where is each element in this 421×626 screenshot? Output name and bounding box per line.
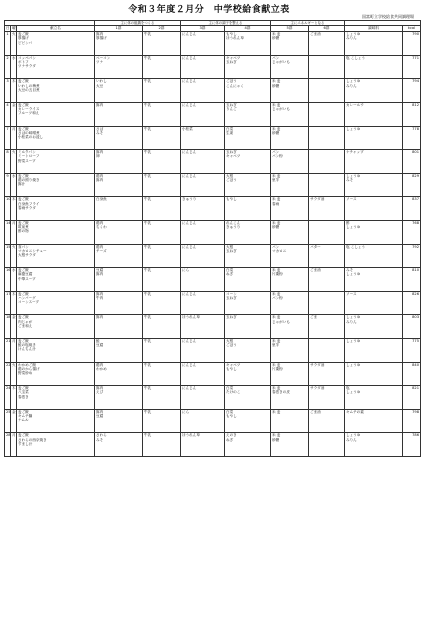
- cell-day: 月: [11, 126, 17, 150]
- cell-c5: 米 麦 里芋: [271, 173, 309, 197]
- cell-c4: キャベツ 玉ねぎ: [225, 55, 271, 79]
- cell-kcal: 778: [403, 126, 421, 150]
- cell-seasoning: ケチャップ: [345, 150, 403, 174]
- cell-c4: 大根 玉ねぎ: [225, 244, 271, 268]
- cell-seasoning: キムチの素: [345, 409, 403, 433]
- cell-c1: いわし 大豆: [95, 79, 143, 103]
- cell-day: 水: [11, 268, 17, 292]
- cell-date: 4: [5, 102, 11, 126]
- cell-c5: 米 麦 片栗粉: [271, 268, 309, 292]
- cell-day: 金: [11, 409, 17, 433]
- cell-menu: 麦ご飯 筑前煮 酢の物: [17, 220, 95, 244]
- cell-date: 15: [5, 244, 11, 268]
- cell-menu: 麦ご飯 白身魚フライ 春雨サラダ: [17, 197, 95, 221]
- cell-menu: 麦ご飯 ハンバーグ コーンスープ: [17, 291, 95, 315]
- menu-row: [5, 126, 421, 150]
- cell-c6: [309, 79, 345, 103]
- cell-c1: 豚肉 えび: [95, 386, 143, 410]
- cell-c3: にんじん: [181, 173, 225, 197]
- cell-c4: えのき ねぎ: [225, 433, 271, 457]
- menu-row: [5, 409, 421, 433]
- menu-table: [4, 20, 421, 457]
- cell-c5: 米 麦 じゃがいも: [271, 102, 309, 126]
- col-4: 4群: [225, 26, 271, 32]
- cell-c6: [309, 338, 345, 362]
- cell-c3: にんじん: [181, 55, 225, 79]
- cell-menu: 麦ご飯 カレーライス フルーツ和え: [17, 102, 95, 126]
- col-6: 6群: [309, 26, 345, 32]
- menu-row: [5, 197, 421, 221]
- cell-seasoning: 酢 しょうゆ: [345, 220, 403, 244]
- col-energy: kcal: [403, 26, 421, 32]
- cell-day: 火: [11, 244, 17, 268]
- cell-c6: バター: [309, 244, 345, 268]
- cell-date: 7: [5, 126, 11, 150]
- cell-seasoning: 塩 こしょう: [345, 55, 403, 79]
- cell-date: 2: [5, 55, 11, 79]
- cell-c3: にんじん: [181, 220, 225, 244]
- cell-menu: 麦ご飯 八宝菜 春巻き: [17, 386, 95, 410]
- cell-kcal: 837: [403, 197, 421, 221]
- cell-date: 24: [5, 386, 11, 410]
- menu-row: [5, 433, 421, 457]
- cell-c2: 牛乳: [143, 55, 181, 79]
- col-5: 5群: [271, 26, 309, 32]
- cell-c2: 牛乳: [143, 409, 181, 433]
- cell-c2: 牛乳: [143, 338, 181, 362]
- cell-c6: ごま油: [309, 268, 345, 292]
- cell-c4: もやし ほうれん草: [225, 32, 271, 56]
- cell-seasoning: 塩 こしょう: [345, 244, 403, 268]
- cell-c6: [309, 55, 345, 79]
- cell-seasoning: しょうゆ みりん: [345, 32, 403, 56]
- cell-c6: [309, 126, 345, 150]
- col-day: 曜: [12, 26, 16, 31]
- col-2: 2群: [143, 26, 181, 32]
- cell-c1: ベーコン ツナ: [95, 55, 143, 79]
- cell-c5: 米 麦 砂糖: [271, 433, 309, 457]
- cell-c4: 白菜 ねぎ: [225, 268, 271, 292]
- cell-c2: 牛乳: [143, 197, 181, 221]
- cell-kcal: 840: [403, 362, 421, 386]
- cell-c2: 牛乳: [143, 362, 181, 386]
- cell-c3: にんじん: [181, 244, 225, 268]
- cell-c1: 豚肉 厚揚げ: [95, 32, 143, 56]
- cell-c4: 大根 ごぼう: [225, 173, 271, 197]
- cell-c3: にんじん: [181, 150, 225, 174]
- cell-c2: 牛乳: [143, 244, 181, 268]
- cell-c3: にんじん: [181, 32, 225, 56]
- cell-c4: 玉ねぎ: [225, 315, 271, 339]
- cell-kcal: 768: [403, 220, 421, 244]
- cell-c1: 豚肉 豆腐: [95, 409, 143, 433]
- group-3: 主にエネルギーとなる: [271, 21, 345, 26]
- cell-c6: ごま油: [309, 409, 345, 433]
- menu-row: [5, 268, 421, 292]
- cell-c5: 米 麦 春巻きの皮: [271, 386, 309, 410]
- cell-c2: 牛乳: [143, 291, 181, 315]
- cell-c4: れんこん きゅうり: [225, 220, 271, 244]
- cell-seasoning: しょうゆ: [345, 126, 403, 150]
- cell-day: 月: [11, 220, 17, 244]
- cell-c5: パン パン粉: [271, 150, 309, 174]
- cell-menu: 麦ご飯 鶏の照り焼き 豚汁: [17, 173, 95, 197]
- cell-menu: 麦ご飯 さわらの西京焼き すまし汁: [17, 433, 95, 457]
- menu-row: [5, 55, 421, 79]
- cell-menu: 食パン マカロニシチュー 大根サラダ: [17, 244, 95, 268]
- cell-seasoning: みそ しょうゆ: [345, 268, 403, 292]
- cell-kcal: 798: [403, 409, 421, 433]
- cell-kcal: 803: [403, 315, 421, 339]
- cell-date: 9: [5, 173, 11, 197]
- cell-seasoning: しょうゆ: [345, 362, 403, 386]
- cell-c2: 牛乳: [143, 315, 181, 339]
- cell-seasoning: ソース: [345, 291, 403, 315]
- menu-row: [5, 220, 421, 244]
- cell-kcal: 821: [403, 386, 421, 410]
- cell-c2: 牛乳: [143, 150, 181, 174]
- cell-c1: 豚肉: [95, 102, 143, 126]
- cell-c5: 米 麦 砂糖: [271, 220, 309, 244]
- cell-c1: 鮭 豆腐: [95, 338, 143, 362]
- cell-c5: 米 麦: [271, 409, 309, 433]
- cell-c1: 豚肉 牛肉: [95, 291, 143, 315]
- cell-c1: 鶏肉 ちくわ: [95, 220, 143, 244]
- cell-seasoning: カレールウ: [345, 102, 403, 126]
- group-1: 主に体の組織をつくる: [95, 21, 181, 26]
- cell-c5: 米 麦 パン粉: [271, 291, 309, 315]
- cell-c3: にんじん: [181, 386, 225, 410]
- cell-c2: 牛乳: [143, 126, 181, 150]
- cell-c3: にんじん: [181, 102, 225, 126]
- cell-day: 月: [11, 433, 17, 457]
- cell-menu: 麦ご飯 さばの味噌煮 小松菜のお浸し: [17, 126, 95, 150]
- menu-row: [5, 173, 421, 197]
- cell-c4: 白菜 生姜: [225, 126, 271, 150]
- cell-c3: にら: [181, 268, 225, 292]
- cell-date: 21: [5, 338, 11, 362]
- cell-c3: にんじん: [181, 338, 225, 362]
- menu-row: [5, 244, 421, 268]
- cell-kcal: 794: [403, 79, 421, 103]
- cell-c5: 米 麦 里芋: [271, 338, 309, 362]
- school-name: 国富町立学校給食共同調理場: [362, 14, 414, 19]
- cell-date: 8: [5, 150, 11, 174]
- cell-kcal: 829: [403, 173, 421, 197]
- cell-day: 木: [11, 291, 17, 315]
- cell-c2: 牛乳: [143, 386, 181, 410]
- cell-menu: コッペパン ポトフ ツナサラダ: [17, 55, 95, 79]
- cell-date: 17: [5, 291, 11, 315]
- cell-c6: [309, 220, 345, 244]
- cell-menu: ミルクパン ミートローフ 野菜スープ: [17, 150, 95, 174]
- group-2: 主に体の調子を整える: [181, 21, 271, 26]
- cell-date: 14: [5, 220, 11, 244]
- col-1: 1群: [95, 26, 143, 32]
- cell-seasoning: しょうゆ: [345, 338, 403, 362]
- cell-c2: 牛乳: [143, 268, 181, 292]
- cell-c1: 白身魚: [95, 197, 143, 221]
- cell-day: 水: [11, 173, 17, 197]
- cell-menu: 麦ご飯 鮭の塩焼き けんちん汁: [17, 338, 95, 362]
- cell-c2: 牛乳: [143, 220, 181, 244]
- menu-row: [5, 291, 421, 315]
- cell-seasoning: しょうゆ みりん: [345, 433, 403, 457]
- cell-c6: ごま油: [309, 32, 345, 56]
- cell-seasoning: 塩 しょうゆ: [345, 386, 403, 410]
- cell-c5: 米 麦 砂糖: [271, 126, 309, 150]
- cell-c2: 牛乳: [143, 32, 181, 56]
- cell-day: 火: [11, 362, 17, 386]
- cell-menu: 麦ご飯 キムチ鍋 ナムル: [17, 409, 95, 433]
- cell-c5: 米 麦 春雨: [271, 197, 309, 221]
- cell-day: 金: [11, 315, 17, 339]
- cell-c3: ほうれん草: [181, 433, 225, 457]
- cell-c1: 鶏肉 わかめ: [95, 362, 143, 386]
- cell-menu: 麦ご飯 麻婆豆腐 中華スープ: [17, 268, 95, 292]
- cell-kcal: 786: [403, 433, 421, 457]
- cell-day: 火: [11, 32, 17, 56]
- cell-c6: サラダ油: [309, 362, 345, 386]
- cell-c5: 米 麦 砂糖: [271, 32, 309, 56]
- cell-menu: 麦ご飯 肉じゃが ごま和え: [17, 315, 95, 339]
- cell-c1: 豚肉 卵: [95, 150, 143, 174]
- cell-day: 火: [11, 150, 17, 174]
- menu-row: [5, 79, 421, 103]
- cell-c4: ごぼう こんにゃく: [225, 79, 271, 103]
- cell-kcal: 775: [403, 338, 421, 362]
- cell-c1: 豆腐 豚肉: [95, 268, 143, 292]
- cell-day: 木: [11, 79, 17, 103]
- col-seasoning: 調味料: [345, 26, 403, 32]
- cell-c2: 牛乳: [143, 433, 181, 457]
- cell-menu: 麦ご飯 厚揚げ ピビンバ: [17, 32, 95, 56]
- cell-c1: 鶏肉 豚肉: [95, 173, 143, 197]
- cell-seasoning: しょうゆ みそ: [345, 173, 403, 197]
- cell-c3: ほうれん草: [181, 315, 225, 339]
- cell-kcal: 790: [403, 32, 421, 56]
- cell-kcal: 801: [403, 150, 421, 174]
- cell-c6: ごま: [309, 315, 345, 339]
- page-title: 令和３年度２月分 中学校給食献立表: [128, 5, 290, 15]
- cell-day: 金: [11, 102, 17, 126]
- cell-kcal: 771: [403, 55, 421, 79]
- cell-c3: きゅうり: [181, 197, 225, 221]
- cell-c1: 鶏肉 チーズ: [95, 244, 143, 268]
- cell-kcal: 792: [403, 244, 421, 268]
- cell-c2: 牛乳: [143, 79, 181, 103]
- cell-kcal: 826: [403, 291, 421, 315]
- cell-c5: 米 麦 砂糖: [271, 79, 309, 103]
- cell-c6: [309, 150, 345, 174]
- menu-row: [5, 102, 421, 126]
- cell-c4: コーン 玉ねぎ: [225, 291, 271, 315]
- menu-row: [5, 386, 421, 410]
- cell-menu: 麦ご飯 いわしの梅煮 大豆の五目煮: [17, 79, 95, 103]
- cell-day: 月: [11, 338, 17, 362]
- cell-c1: さば みそ: [95, 126, 143, 150]
- cell-c6: [309, 173, 345, 197]
- cell-c6: サラダ油: [309, 386, 345, 410]
- cell-c5: パン じゃがいも: [271, 55, 309, 79]
- cell-c4: 白菜 たけのこ: [225, 386, 271, 410]
- cell-day: 木: [11, 197, 17, 221]
- cell-seasoning: しょうゆ みりん: [345, 315, 403, 339]
- cell-c1: さわら みそ: [95, 433, 143, 457]
- cell-c3: にんじん: [181, 362, 225, 386]
- cell-c3: にら: [181, 409, 225, 433]
- cell-c4: 玉ねぎ キャベツ: [225, 150, 271, 174]
- menu-row: [5, 315, 421, 339]
- cell-c3: 小松菜: [181, 126, 225, 150]
- col-3: 3群: [181, 26, 225, 32]
- cell-c5: 米 麦 片栗粉: [271, 362, 309, 386]
- cell-c1: 豚肉: [95, 315, 143, 339]
- cell-date: 3: [5, 79, 11, 103]
- cell-seasoning: ソース: [345, 197, 403, 221]
- cell-c4: 大根 ごぼう: [225, 338, 271, 362]
- cell-c6: サラダ油: [309, 197, 345, 221]
- menu-row: [5, 338, 421, 362]
- cell-c6: [309, 433, 345, 457]
- cell-kcal: 810: [403, 268, 421, 292]
- cell-c4: 白菜 もやし: [225, 409, 271, 433]
- cell-c6: [309, 102, 345, 126]
- cell-kcal: 812: [403, 102, 421, 126]
- cell-c4: もやし: [225, 197, 271, 221]
- cell-c5: 米 麦 じゃがいも: [271, 315, 309, 339]
- cell-date: 28: [5, 433, 11, 457]
- cell-c4: 玉ねぎ りんご: [225, 102, 271, 126]
- cell-c2: 牛乳: [143, 102, 181, 126]
- cell-c6: [309, 291, 345, 315]
- cell-menu: わかめご飯 鶏のから揚げ 野菜炒め: [17, 362, 95, 386]
- menu-row: [5, 362, 421, 386]
- col-date: 日: [6, 26, 10, 31]
- col-menu: 献立名: [17, 26, 95, 32]
- cell-c3: にんじん: [181, 79, 225, 103]
- cell-seasoning: しょうゆ みりん: [345, 79, 403, 103]
- cell-c5: パン マカロニ: [271, 244, 309, 268]
- cell-date: 18: [5, 315, 11, 339]
- menu-row: [5, 150, 421, 174]
- cell-c2: 牛乳: [143, 173, 181, 197]
- cell-day: 木: [11, 386, 17, 410]
- cell-date: 25: [5, 409, 11, 433]
- cell-date: 1: [5, 32, 11, 56]
- cell-date: 10: [5, 197, 11, 221]
- menu-row: [5, 32, 421, 56]
- cell-c4: キャベツ もやし: [225, 362, 271, 386]
- cell-date: 22: [5, 362, 11, 386]
- cell-day: 水: [11, 55, 17, 79]
- cell-date: 16: [5, 268, 11, 292]
- cell-c3: にんじん: [181, 291, 225, 315]
